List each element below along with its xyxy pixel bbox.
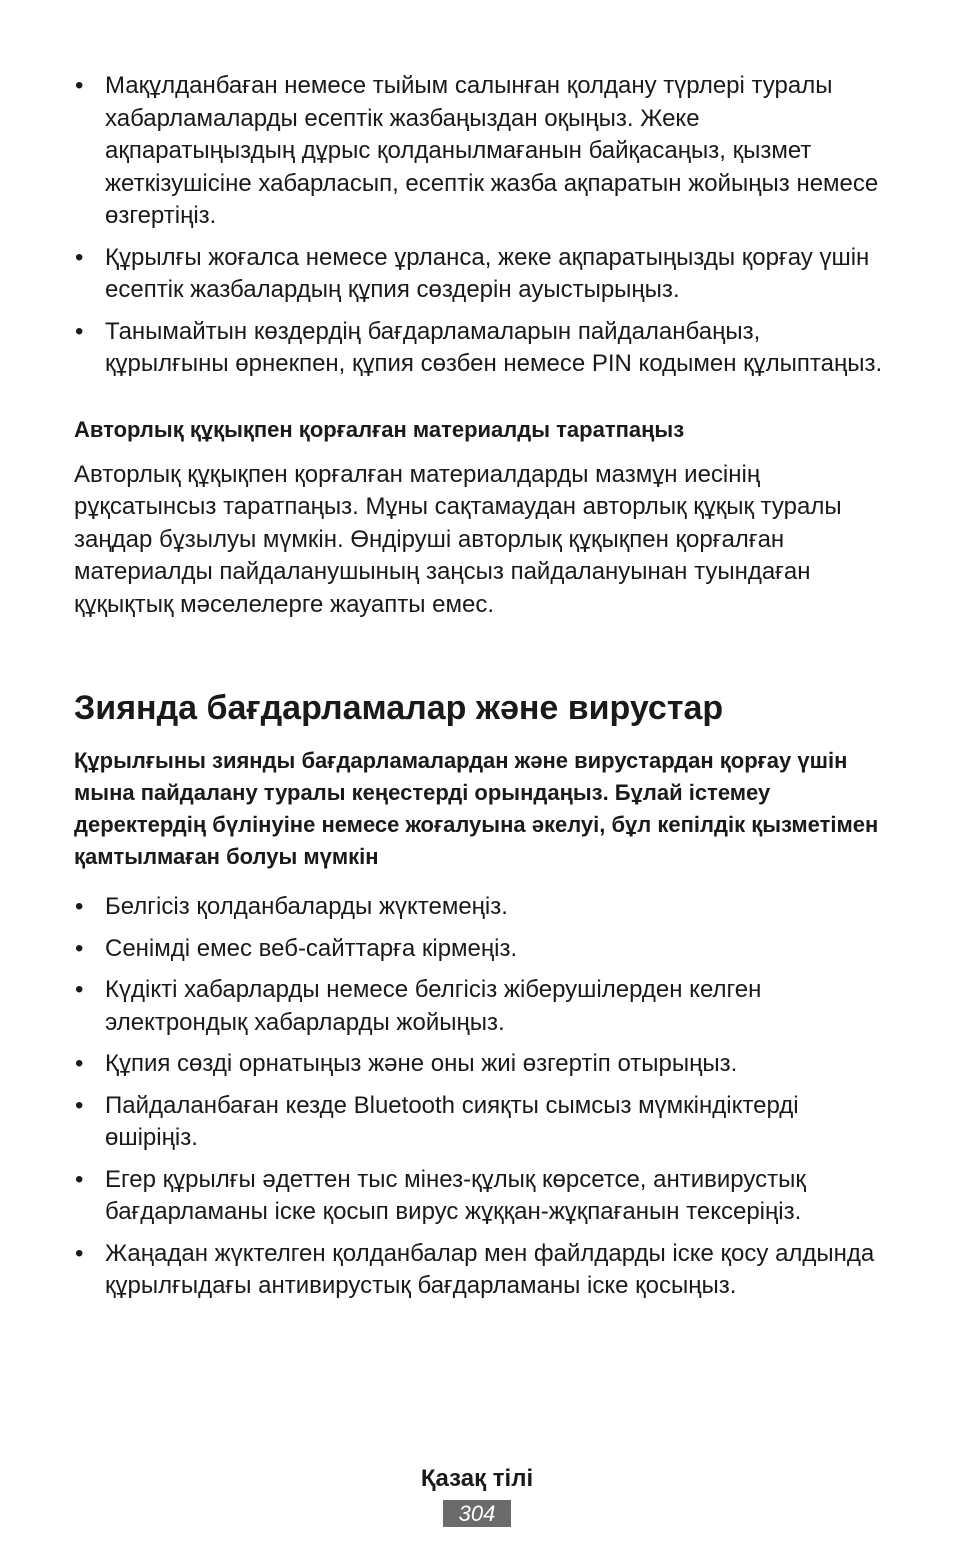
bullet-icon: • (75, 317, 84, 345)
list-item-text: Құпия сөзді орнатыңыз және оны жиі өзгертіп отырыңыз. (105, 1050, 738, 1077)
list-item (74, 242, 886, 307)
bullet-icon: • (75, 1050, 84, 1077)
page-content (74, 70, 886, 1312)
section-title: Зиянда бағдарламалар және вирустар (74, 689, 724, 727)
list-item (74, 1048, 886, 1081)
list-item-text: Егер құрылғы әдеттен тыс мінез-құлық көрсетсе, антивирустық бағдарламаны іске қосып вирус жұққан-жұқпағанын тексеріңіз. (105, 1165, 806, 1225)
top-bullet-list (74, 70, 886, 381)
list-item-text: Құрылғы жоғалса немесе ұрланса, жеке ақпаратыңызды қорғау үшін есептік жазбалардың құпия сөздерін ауыстырыңыз. (105, 243, 870, 303)
list-item (74, 1090, 886, 1155)
section-intro: Құрылғыны зиянды бағдарламалардан және вирустардан қорғау үшін мына пайдалану туралы кеңестерді орындаңыз. Бұлай істемеу деректердің бүлінуіне немесе жоғалуына әкелуі, бұл кепілдік қызметімен қамтылмаған болуы мүмкін (74, 748, 879, 869)
malware-bullet-list (74, 891, 886, 1303)
list-item-text: Белгісіз қолданбаларды жүктемеңіз. (105, 893, 508, 920)
list-item (74, 933, 886, 966)
copyright-paragraph: Авторлық құқықпен қорғалған материалдарды мазмұн иесінің рұқсатынсыз таратпаңыз. Мұны сақтамаудан авторлық құқық туралы заңдар бұзылуы мүмкін. Өндіруші авторлық құқықпен қорғалған материалды пайдаланушының заңсыз пайдалануынан туындаған құқықтық мәселелерге жауапты емес. (74, 460, 842, 618)
page-number: 304 (443, 1500, 511, 1527)
bullet-icon: • (75, 1165, 84, 1193)
bullet-icon: • (75, 976, 84, 1003)
list-item-text: Пайдаланбаған кезде Bluetooth сияқты сымсыз мүмкіндіктерді өшіріңіз. (105, 1091, 799, 1151)
bullet-icon: • (75, 1091, 84, 1119)
bullet-icon: • (75, 1239, 84, 1267)
copyright-heading: Авторлық құқықпен қорғалған материалды таратпаңыз (74, 416, 685, 442)
bullet-icon: • (75, 72, 84, 99)
list-item (74, 1164, 886, 1229)
footer-language: Қазақ тілі (420, 1465, 534, 1492)
bullet-icon: • (75, 934, 84, 962)
bullet-icon: • (75, 243, 84, 271)
page-footer (0, 1464, 954, 1527)
list-item (74, 891, 886, 924)
list-item-text: Күдікті хабарларды немесе белгісіз жіберушілерден келген электрондық хабарларды жойыңыз. (105, 976, 762, 1036)
list-item-text: Жаңадан жүктелген қолданбалар мен файлдарды іске қосу алдында құрылғыдағы антивирустық бағдарламаны іске қосыңыз. (105, 1239, 875, 1299)
list-item-text: Танымайтын көздердің бағдарламаларын пайдаланбаңыз, құрылғыны өрнекпен, құпия сөзбен немесе PIN кодымен құлыптаңыз. (105, 317, 883, 377)
list-item (74, 70, 886, 233)
list-item (74, 1238, 886, 1303)
bullet-icon: • (75, 893, 84, 920)
list-item-text: Мақұлданбаған немесе тыйым салынған қолдану түрлері туралы хабарламаларды есептік жазбаңыздан оқыңыз. Жеке ақпаратыңыздың дұрыс қолданылмағанын байқасаңыз, қызмет жеткізушісіне хабарласып, есептік жазба ақпаратын жойыңыз немесе өзгертіңіз. (105, 72, 879, 229)
list-item-text: Сенімді емес веб-сайттарға кірмеңіз. (105, 934, 518, 962)
list-item (74, 316, 886, 381)
list-item (74, 974, 886, 1039)
